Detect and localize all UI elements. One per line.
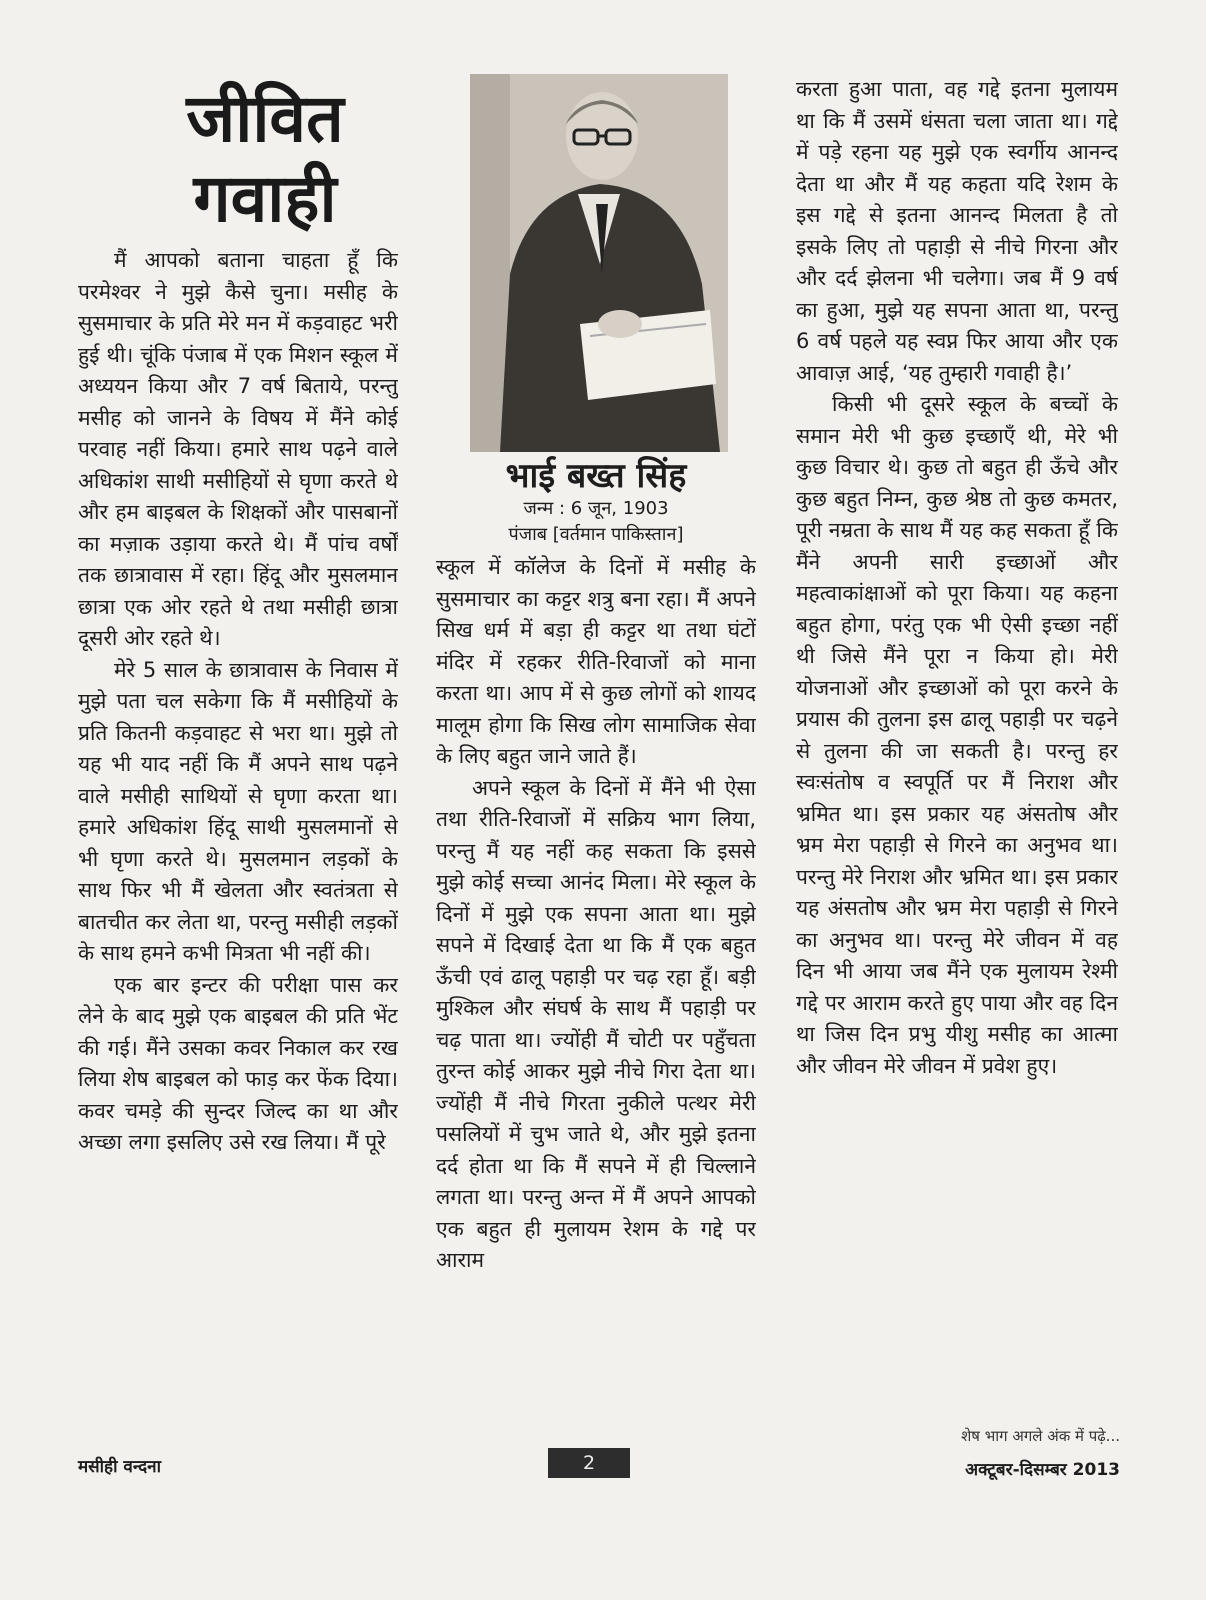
paragraph: एक बार इन्टर की परीक्षा पास कर लेने के बाद मुझे एक बाइबल की प्रति भेंट की गई। मैंने उसका कवर निकाल कर रख लिया शेष बाइबल को फाड़ कर फेंक दिया। कवर चमड़े की सुन्दर जिल्द का था और अच्छा लगा इसलिए उसे रख लिया। मैं पूरे [78, 972, 398, 1154]
article-title [150, 78, 380, 238]
paragraph: मैं आपको बताना चाहता हूँ कि परमेश्वर ने मुझे कैसे चुना। मसीह के सुसमाचार के प्रति मेरे मन में कड़वाहट भरी हुई थी। चूंकि पंजाब में एक मिशन स्कूल में अध्ययन किया और 7 वर्ष बिताये, परन्तु मसीह को जानने के विषय में मैंने कोई परवाह नहीं किया। हमारे साथ पढ़ने वाले अधिकांश साथी मसीहियों से घृणा करते थे और हम बाइबल के शिक्षकों और पासबानों का मज़ाक उड़ाया करते थे। मैं पांच वर्षों तक छात्रावास में रहा। हिंदू और मुसलमान छात्रा एक ओर रहते थे तथा मसीही छात्रा दूसरी ओर रहते थे। [78, 248, 398, 650]
portrait-photo [470, 74, 728, 452]
birth-place: पंजाब [वर्तमान पाकिस्तान] [508, 524, 684, 545]
page-number: 2 [548, 1448, 630, 1478]
text-column-left [78, 245, 398, 1545]
person-name: भाई बख्त सिंह [505, 456, 687, 496]
continued-note: शेष भाग अगले अंक में पढ़े... [961, 1427, 1120, 1445]
text-column-right [796, 74, 1118, 1394]
birth-date: जन्म : 6 जून, 1903 [523, 498, 669, 519]
paragraph: किसी भी दूसरे स्कूल के बच्चों के समान मेरी भी कुछ इच्छाएँ थी, मेरे भी कुछ विचार थे। कुछ तो बहुत ही ऊँचे और कुछ बहुत निम्न, कुछ श्रेष्ठ तो कुछ कमतर, पूरी नम्रता के साथ मैं यह कह सकता हूँ कि मैंने अपनी सारी इच्छाओं और महत्वाकांक्षाओं को पूरा किया। यह कहना बहुत होगा, परंतु एक भी ऐसी इच्छा नहीं थी जिसे मैंने पूरा न किया हो। मेरी योजनाओं और इच्छाओं को पूरा करने के प्रयास की तुलना इस ढालू पहाड़ी पर चढ़ने से तुलना की जा सकती है। परन्तु हर स्वःसंतोष व स्वपूर्ति पर मैं निराश और भ्रमित था। इस प्रकार यह अंसतोष और भ्रम मेरा पहाड़ी से गिरने का अनुभव था। परन्तु मेरे निराश और भ्रमित था। इस प्रकार यह अंसतोष और भ्रम मेरा पहाड़ी से गिरने का अनुभव था। परन्तु मेरे जीवन में वह दिन भी आया जब मैंने एक मुलायम रेश्मी गद्दे पर आराम करते हुए पाया और वह दिन था जिस दिन प्रभु यीशु मसीह का आत्मा और जीवन मेरे जीवन में प्रवेश हुए। [796, 392, 1118, 1078]
publication-name: मसीही वन्दना [78, 1457, 161, 1477]
issue-date: अक्टूबर-दिसम्बर 2013 [965, 1460, 1120, 1480]
paragraph: स्कूल में कॉलेज के दिनों में मसीह के सुसमाचार का कट्टर शत्रु बना रहा। मैं अपने सिख धर्म में बड़ा ही कट्टर था तथा घंटों मंदिर में रहकर रीति-रिवाजों को माना करता था। आप में से कुछ लोगों को शायद मालूम होगा कि सिख लोग सामाजिक सेवा के लिए बहुत जाने जाते हैं। [436, 555, 756, 768]
paragraph: मेरे 5 साल के छात्रावास के निवास में मुझे पता चल सकेगा कि मैं मसीहियों के प्रति कितनी कड़वाहट से भरा था। मुझे तो यह भी याद नहीं कि मैं अपने साथ पढ़ने वाले मसीही साथियों से घृणा करता था। हमारे अधिकांश हिंदू साथी मुसलमानों से भी घृणा करते थे। मुसलमान लड़कों के साथ फिर भी मैं खेलता और स्वतंत्रता से बातचीत कर लेता था, परन्तु मसीही लड़कों के साथ हमने कभी मित्रता भी नहीं की। [78, 657, 398, 965]
paragraph: करता हुआ पाता, वह गद्दे इतना मुलायम था कि मैं उसमें धंसता चला जाता था। गद्दे में पड़े रहना यह मुझे एक स्वर्गीय आनन्द देता था और मैं यह कहता यदि रेशम के इस गद्दे से इतना आनन्द मिलता है तो इसके लिए तो पहाड़ी से नीचे गिरना और और दर्द झेलना भी चलेगा। जब मैं 9 वर्ष का हुआ, मुझे यह सपना आता था, परन्तु 6 वर्ष पहले यह स्वप्न फिर आया और एक आवाज़ आई, ‘यह तुम्हारी गवाही है।’ [796, 77, 1118, 385]
title-line-2: गवाही [193, 159, 337, 237]
title-line-1: जीवित [186, 79, 344, 157]
text-column-middle [436, 552, 756, 1552]
paragraph: अपने स्कूल के दिनों में मैंने भी ऐसा तथा रीति-रिवाजों में सक्रिय भाग लिया, परन्तु मैं यह नहीं कह सकता कि इससे मुझे कोई सच्चा आनंद मिला। मेरे स्कूल के दिनों में मुझे एक सपना आता था। मुझे सपने में दिखाई देता था कि मैं एक बहुत ऊँची एवं ढालू पहाड़ी पर चढ़ रहा हूँ। बड़ी मुश्किल और संघर्ष के साथ मैं पहाड़ी पर चढ़ पाता था। ज्योंही मैं चोटी पर पहुँचता तुरन्त कोई आकर मुझे नीचे गिरा देता था। ज्योंही मैं नीचे गिरता नुकीले पत्थर मेरी पसलियों में चुभ जाते थे, और मुझे इतना दर्द होता था कि मैं सपने में ही चिल्लाने लगता था। परन्तु अन्त में मैं अपने आपको एक बहुत ही मुलायम रेशम के गद्दे पर आराम [436, 775, 756, 1272]
portrait-illustration [470, 74, 728, 452]
